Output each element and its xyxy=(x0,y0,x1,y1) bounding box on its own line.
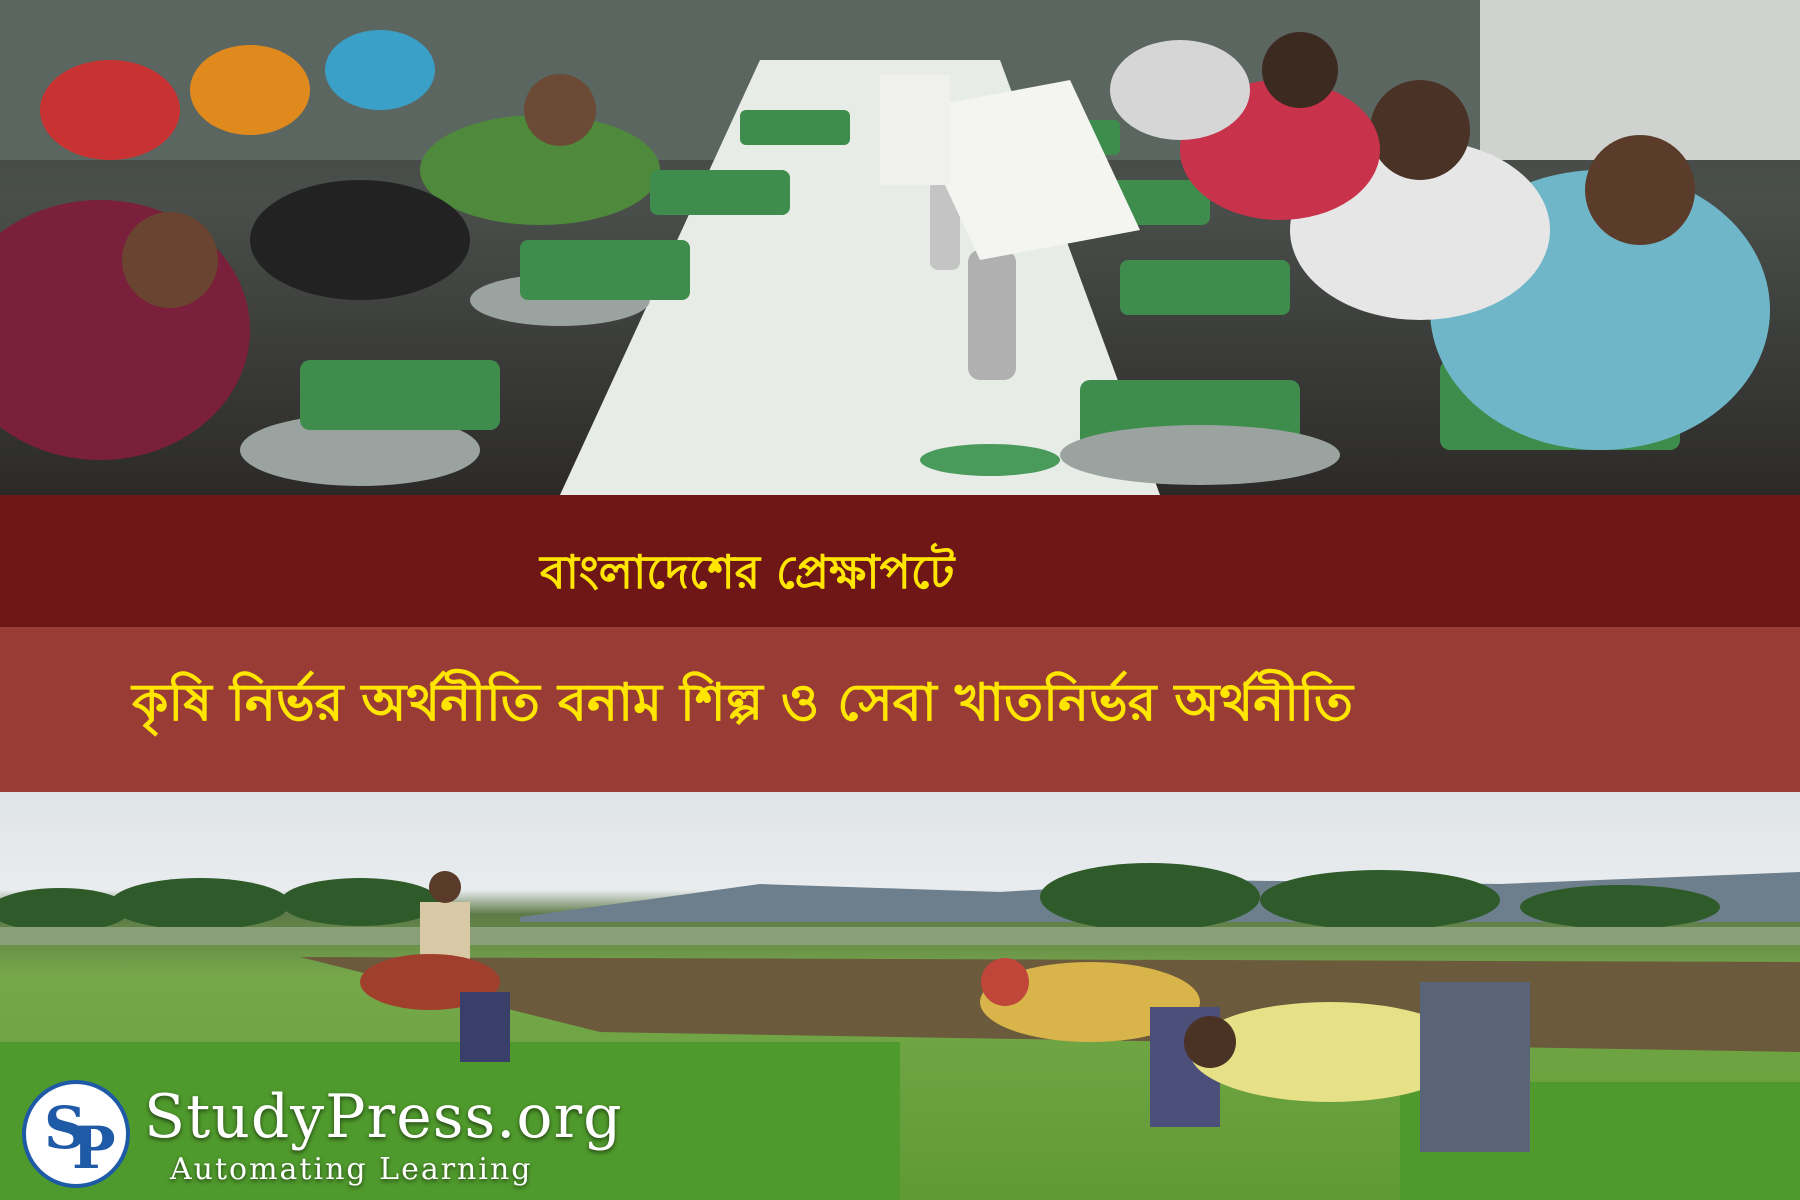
monogram-s: S xyxy=(44,1094,86,1162)
factory-photo xyxy=(0,0,1800,495)
monogram-p: P xyxy=(72,1114,116,1182)
title-line-1: বাংলাদেশের প্রেক্ষাপটে xyxy=(540,545,955,599)
studypress-logo[interactable] xyxy=(22,1080,762,1190)
work-ticket xyxy=(880,75,950,185)
brand-tagline: Automating Learning xyxy=(170,1152,533,1187)
farmer-bending-center xyxy=(980,958,1220,1127)
sp-monogram-icon xyxy=(22,1080,130,1188)
title-line-2: কৃষি নির্ভর অর্থনীতি বনাম শিল্প ও সেবা খাতনির্ভর অর্থনীতি xyxy=(132,673,1354,733)
factory-illustration xyxy=(0,0,1800,495)
brand-name: StudyPress.org xyxy=(144,1082,623,1152)
